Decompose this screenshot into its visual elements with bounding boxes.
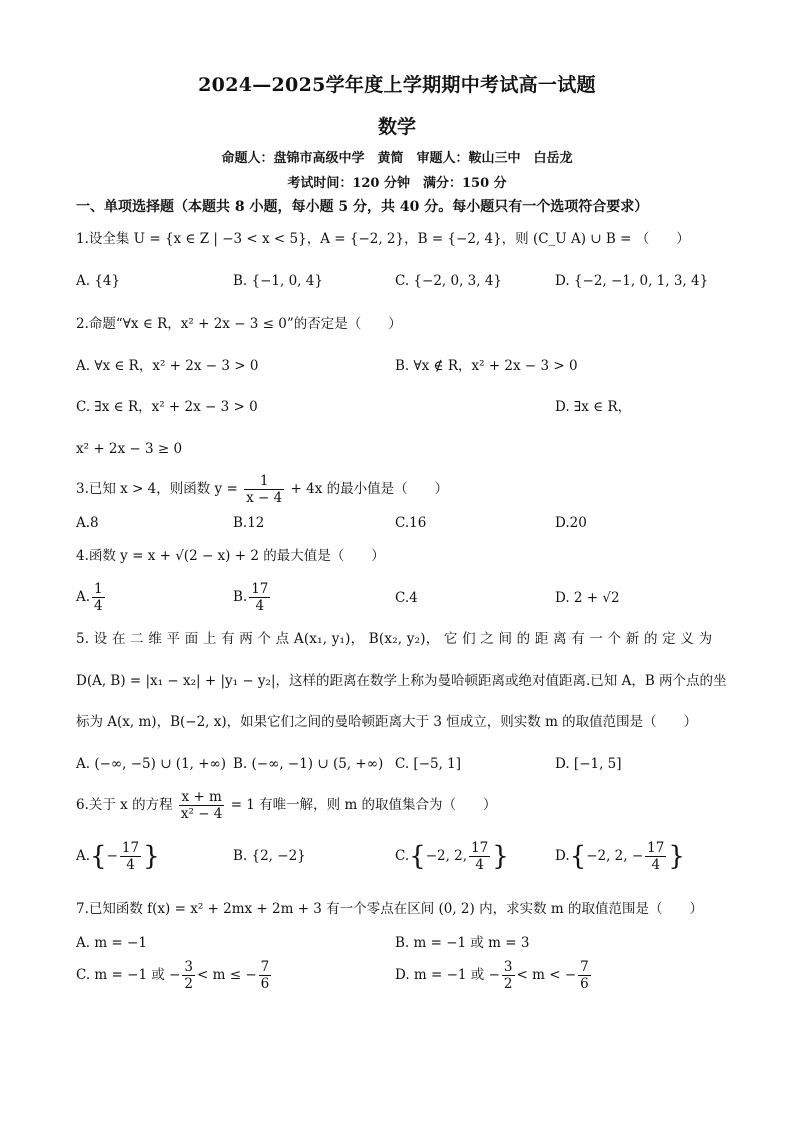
fraction-denominator: x² − 4 <box>180 806 223 822</box>
question-2-option-a: A. ∀x ∈ R，x² + 2x − 3 > 0 <box>76 358 259 374</box>
question-6-option-d <box>555 838 685 875</box>
option-label: D. <box>555 848 570 864</box>
question-4-option-a <box>76 580 107 614</box>
subject-title: 数学 <box>377 116 416 138</box>
question-2-option-d-continued: x² + 2x − 3 ≥ 0 <box>76 441 183 457</box>
question-6-option-c <box>395 838 509 875</box>
right-brace-icon: } <box>668 841 685 872</box>
option-fraction <box>92 581 105 614</box>
question-6-option-b: B. {2, −2} <box>233 848 306 864</box>
question-4-stem: 4.函数 y = x + √(2 − x) + 2 的最大值是（ ） <box>76 548 385 564</box>
exam-info: 考试时间：120 分钟 满分：150 分 <box>287 176 507 191</box>
question-3-option-a: A.8 <box>76 515 99 531</box>
authors-line: 命题人：盘锦市高级中学 黄简 审题人：鞍山三中 白岳龙 <box>221 151 573 166</box>
question-3-option-c: C.16 <box>395 515 427 531</box>
question-4-option-c: C.4 <box>395 590 418 606</box>
fraction-numerator: 3 <box>184 959 194 975</box>
question-2-option-d: D. ∃x ∈ R， <box>555 399 632 415</box>
fraction-denominator: 4 <box>255 598 265 614</box>
question-1-stem: 1.设全集 U = {x ∈ Z | −3 < x < 5}，A = {−2, 2}，B = {−2, 4}，则 (C_U A) ∪ B = （ ） <box>76 231 690 247</box>
question-4-option-d: D. 2 + √2 <box>555 590 620 606</box>
option-label: A. <box>76 848 91 864</box>
question-4-option-b <box>233 580 272 614</box>
left-brace-icon: { <box>409 841 426 872</box>
right-brace-icon: } <box>143 841 160 872</box>
fraction-numerator: 1 <box>244 473 284 490</box>
question-1-option-a: A. {4} <box>76 273 121 289</box>
question-5-line-3: 标为 A(x, m)，B(−2, x)，如果它们之间的曼哈顿距离大于 3 恒成立，则实数 m 的取值范围是（ ） <box>76 714 698 730</box>
fraction-denominator: 4 <box>475 857 484 873</box>
option-middle: < m < − <box>516 967 577 983</box>
fraction-numerator: 17 <box>251 581 269 597</box>
option-fraction-1 <box>182 959 195 992</box>
fraction-numerator: 17 <box>121 840 140 856</box>
question-6-fraction <box>179 789 225 822</box>
option-fraction <box>645 840 666 873</box>
fraction-numerator: 7 <box>580 959 589 975</box>
question-2-option-b: B. ∀x ∉ R，x² + 2x − 3 > 0 <box>395 358 578 374</box>
left-brace-icon: { <box>569 841 587 872</box>
question-3-stem-pre: 3.已知 x > 4，则函数 y = <box>76 481 238 497</box>
question-7-stem: 7.已知函数 f(x) = x² + 2mx + 2m + 3 有一个零点在区间 (0, 2) 内，求实数 m 的取值范围是（ ） <box>76 901 703 917</box>
question-7-option-c <box>76 957 273 993</box>
question-7-option-b: B. m = −1 或 m = 3 <box>395 935 530 951</box>
option-middle: < m ≤ − <box>197 967 257 983</box>
question-7-option-d <box>395 957 593 993</box>
fraction-denominator: 6 <box>260 976 270 992</box>
question-1-option-c: C. {−2, 0, 3, 4} <box>395 273 503 289</box>
fraction-numerator: 17 <box>647 840 665 856</box>
question-5-line-1: 5. 设 在 二 维 平 面 上 有 两 个 点 A(x₁, y₁)， B(x₂, y₂)， 它 们 之 间 的 距 离 有 一 个 新 的 定 义 为 <box>76 631 713 647</box>
question-3-stem-post: + 4x 的最小值是（ ） <box>290 481 449 497</box>
fraction-denominator: 4 <box>94 598 103 614</box>
question-7-option-a: A. m = −1 <box>76 935 147 951</box>
question-5-option-a: A. (−∞, −5) ∪ (1, +∞) <box>76 756 227 772</box>
question-6-stem-pre: 6.关于 x 的方程 <box>76 797 173 813</box>
question-1-option-b: B. {−1, 0, 4} <box>233 273 323 289</box>
fraction-numerator: 3 <box>503 959 513 975</box>
fraction-denominator: 6 <box>580 976 589 992</box>
exam-title: 2024—2025学年度上学期期中考试高一试题 <box>198 74 596 96</box>
option-label: B. <box>233 589 248 605</box>
option-fraction-1 <box>502 959 515 992</box>
question-5-option-c: C. [−5, 1] <box>395 756 462 772</box>
question-6-stem-post: = 1 有唯一解，则 m 的取值集合为（ ） <box>230 797 497 813</box>
left-brace-icon: { <box>90 841 107 872</box>
option-fraction <box>249 581 270 614</box>
question-6-option-a <box>76 838 160 875</box>
section-heading: 一、单项选择题（本题共 8 小题，每小题 5 分，共 40 分。每小题只有一个选项符合要求） <box>76 199 649 215</box>
option-label: A. <box>76 589 91 605</box>
fraction-numerator: x + m <box>179 789 225 806</box>
question-6-stem <box>76 788 497 822</box>
option-prefix: C. m = −1 或 − <box>76 967 181 983</box>
question-5-line-2: D(A, B) = |x₁ − x₂| + |y₁ − y₂|，这样的距离在数学上称为曼哈顿距离或绝对值距离.已知 A，B 两个点的坐 <box>76 673 727 689</box>
fraction-denominator: 4 <box>651 857 661 873</box>
question-3-stem <box>76 472 448 506</box>
fraction-denominator: 2 <box>503 976 513 992</box>
question-3-fraction <box>244 473 284 506</box>
question-1-option-d: D. {−2, −1, 0, 1, 3, 4} <box>555 273 709 289</box>
option-prefix: −2, 2, <box>425 848 468 864</box>
question-3-option-b: B.12 <box>233 515 265 531</box>
question-2-option-c: C. ∃x ∈ R，x² + 2x − 3 > 0 <box>76 399 258 415</box>
option-fraction-2 <box>259 959 272 992</box>
question-5-option-b: B. (−∞, −1) ∪ (5, +∞) <box>233 756 384 772</box>
fraction-denominator: 2 <box>184 976 194 992</box>
option-fraction-2 <box>578 959 591 992</box>
option-fraction <box>120 840 141 873</box>
option-prefix: −2, 2, − <box>586 848 644 864</box>
question-2-stem: 2.命题“∀x ∈ R，x² + 2x − 3 ≤ 0”的否定是（ ） <box>76 316 402 332</box>
option-prefix: − <box>106 848 118 864</box>
right-brace-icon: } <box>492 841 509 872</box>
option-fraction <box>469 840 490 873</box>
option-prefix: D. m = −1 或 − <box>395 967 500 983</box>
fraction-numerator: 17 <box>471 840 489 856</box>
option-label: C. <box>395 848 410 864</box>
fraction-numerator: 1 <box>94 581 103 597</box>
question-5-option-d: D. [−1, 5] <box>555 756 622 772</box>
fraction-denominator: 4 <box>126 857 135 873</box>
fraction-denominator: x − 4 <box>246 490 283 506</box>
question-3-option-d: D.20 <box>555 515 587 531</box>
fraction-numerator: 7 <box>260 959 270 975</box>
